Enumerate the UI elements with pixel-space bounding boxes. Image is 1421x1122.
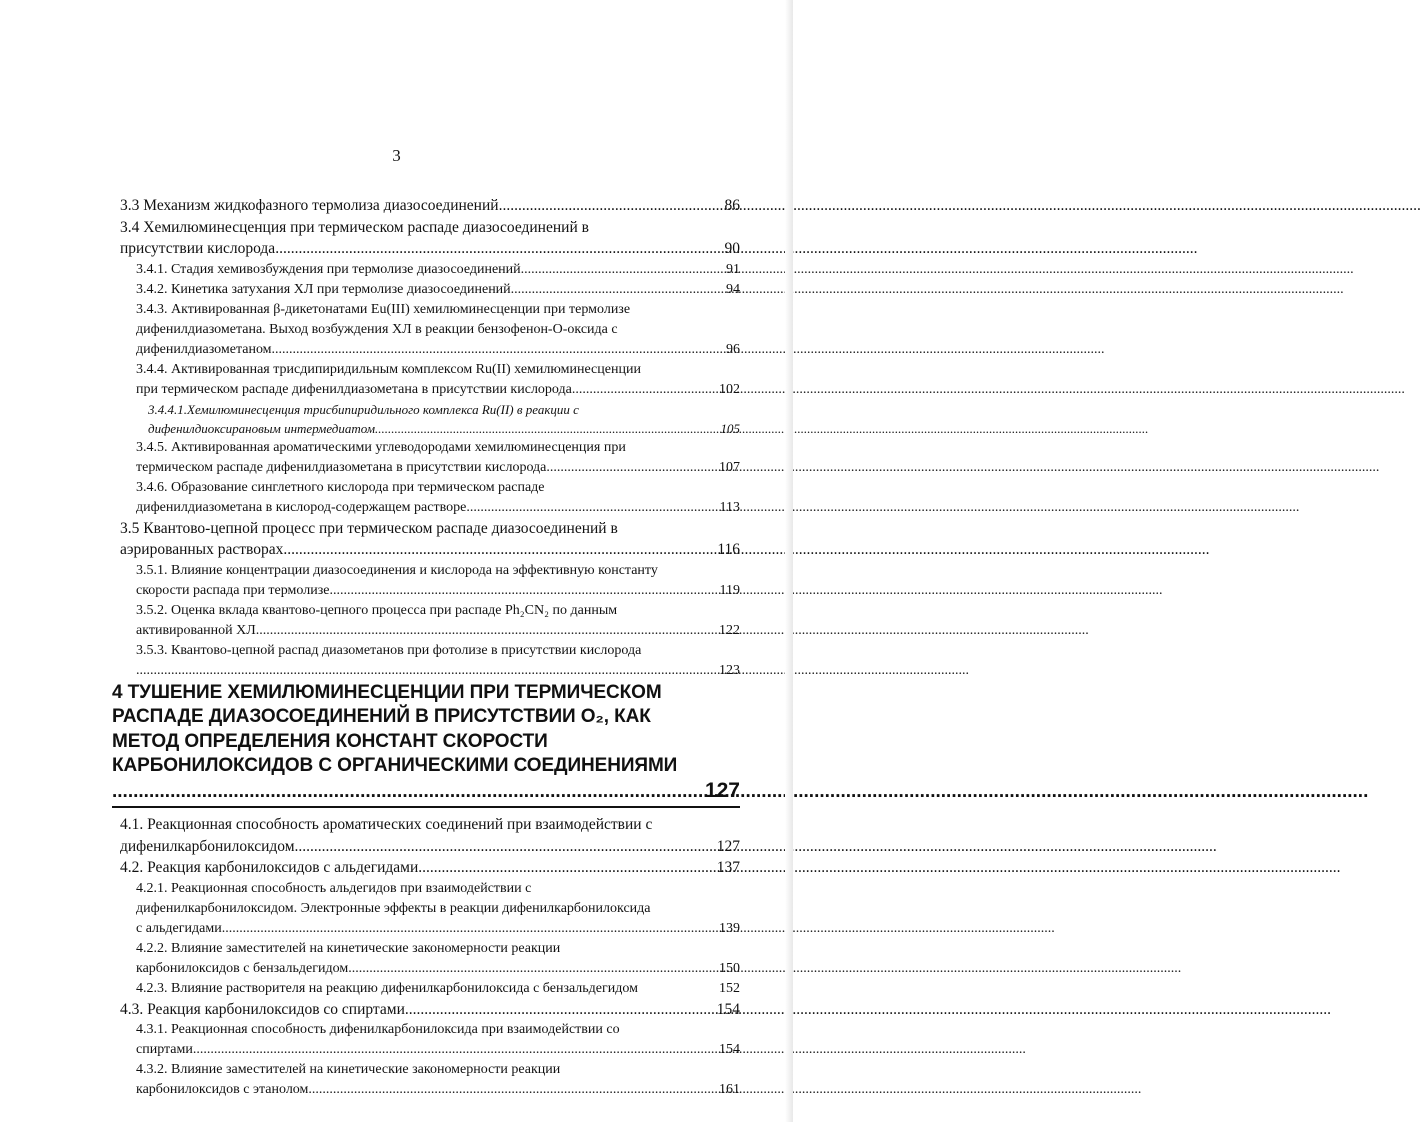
dot-leader: [222, 919, 719, 939]
toc-page-number: 94: [726, 281, 740, 297]
toc-entry[interactable]: [120, 814, 740, 857]
chapter-title-line: 4 ТУШЕНИЕ ХЕМИЛЮМИНЕСЦЕНЦИИ ПРИ ТЕРМИЧЕСКОМ: [112, 681, 662, 703]
toc-entry-last-line: [148, 419, 740, 438]
toc-page-number: 123: [719, 662, 740, 678]
dot-leader: [418, 857, 716, 879]
toc-page-number: 107: [719, 459, 740, 475]
chapter-underline: [112, 806, 740, 808]
dot-leader: [112, 780, 705, 805]
toc-entry[interactable]: [120, 641, 740, 681]
dot-leader: [287, 539, 717, 561]
toc-entry-text: дифенилдиазометаном: [136, 341, 272, 357]
toc-entry-last-line: [136, 380, 740, 400]
toc-entry-last-line: [136, 661, 740, 681]
toc-entry-last-line: [136, 919, 740, 939]
toc-entry-text: спиртами: [136, 1042, 193, 1057]
chapter-title-line: МЕТОД ОПРЕДЕЛЕНИЯ КОНСТАНТ СКОРОСТИ: [112, 730, 548, 752]
toc-entry-last-line: [136, 260, 740, 280]
dot-leader: [308, 1080, 719, 1100]
toc-page-number: 154: [719, 1042, 740, 1057]
dot-leader: [136, 661, 719, 681]
toc-entry-text: 3.4.2. Кинетика затухания ХЛ при термолизе диазосоединений: [136, 281, 511, 297]
toc-entry-text: карбонилоксидов с этанолом: [136, 1082, 309, 1097]
dot-leader: [295, 836, 717, 858]
toc-page-number: 122: [719, 622, 740, 638]
toc-page-number: 91: [726, 261, 740, 277]
toc-entry-text: 4.3.2. Влияние заместителей на кинетические закономерности реакции: [136, 1062, 561, 1077]
toc-entry-text: 4.2.2. Влияние заместителей на кинетические закономерности реакции: [136, 940, 561, 956]
toc-entry-text: присутствии кислорода: [120, 240, 276, 257]
toc-entry-last-line: [136, 979, 740, 999]
toc-entry-text: активированной ХЛ: [136, 622, 256, 638]
toc-entry-text: 4.3. Реакция карбонилоксидов со спиртами.: [120, 1000, 409, 1018]
toc-page-number: 116: [717, 541, 740, 558]
dot-leader: [511, 280, 726, 300]
dot-leader: [409, 999, 717, 1021]
dot-leader: [256, 621, 719, 641]
toc-entry-text: 3.5.2. Оценка вклада квантово-цепного процесса при распаде Ph₂CN₂ по данным: [136, 602, 618, 618]
toc-entry-text: 4.2. Реакция карбонилоксидов с альдегидами: [120, 859, 419, 876]
dot-leader: [499, 195, 725, 217]
toc-entry[interactable]: [120, 280, 740, 300]
toc-entry[interactable]: [120, 360, 740, 400]
toc-entry-text: дифенилкарбонилоксидом. Электронные эффекты в реакции дифенилкарбонилоксида: [136, 900, 651, 916]
toc-entry[interactable]: [120, 438, 740, 478]
toc-entry-last-line: [120, 857, 740, 879]
toc-entry[interactable]: [120, 1060, 740, 1100]
toc-entry-last-line: [136, 280, 740, 300]
toc-entry-text: 3.3 Механизм жидкофазного термолиза диазосоединений: [120, 197, 499, 214]
toc-entry-last-line: [120, 836, 740, 858]
toc-entry-text: карбонилоксидов с бензальдегидом: [136, 960, 349, 976]
toc-entry-last-line: [136, 1040, 740, 1060]
toc-entry[interactable]: [120, 217, 740, 260]
toc-entry-text: 4.2.1. Реакционная способность альдегидов при взаимодействии с: [136, 880, 532, 896]
toc-entry-text: 4.1. Реакционная способность ароматических соединений при взаимодействии с: [120, 816, 653, 833]
toc-entry[interactable]: [120, 939, 740, 979]
toc-entry[interactable]: [120, 999, 740, 1021]
toc-page-number: 105: [720, 420, 740, 436]
toc-entry-text: с альдегидами: [136, 920, 222, 936]
toc-entry[interactable]: [120, 518, 740, 561]
toc-entry-text: 3.5.3. Квантово-цепной распад диазометанов при фотолизе в присутствии кислорода: [136, 642, 642, 658]
dot-leader: [329, 581, 719, 601]
dot-leader: [193, 1040, 719, 1060]
toc-entry[interactable]: [120, 857, 740, 879]
dot-leader: [272, 340, 726, 360]
table-of-contents: [112, 195, 740, 1100]
toc-entry-last-line: [120, 195, 740, 217]
toc-page-number: 152: [719, 980, 740, 996]
toc-entry-last-line: [120, 238, 740, 260]
toc-entry-text: 3.5 Квантово-цепной процесс при термическом распаде диазосоединений в: [120, 519, 618, 537]
toc-entry-last-line: [136, 1080, 740, 1100]
chapter-title-line: РАСПАДЕ ДИАЗОСОЕДИНЕНИЙ В ПРИСУТСТВИИ O₂, КАК: [112, 706, 651, 727]
toc-entry[interactable]: [120, 879, 740, 939]
toc-entry-text: 3.5.1. Влияние концентрации диазосоединения и кислорода на эффективную константу: [136, 562, 658, 578]
chapter-page-number: 127: [704, 778, 740, 802]
scan-edge-shadow: [785, 0, 793, 1122]
dot-leader: [572, 380, 719, 400]
toc-entry[interactable]: [120, 400, 740, 438]
toc-entry-text: при термическом распаде дифенилдиазометана в присутствии кислорода: [136, 381, 572, 397]
toc-entry-text: 3.4.3. Активированная β-дикетонатами Eu(III) хемилюминесценции при термолизе: [136, 301, 631, 317]
toc-entry-text: 4.3.1. Реакционная способность дифенилкарбонилоксида при взаимодействии со: [136, 1022, 620, 1037]
toc-entry-text: скорости распада при термолизе: [136, 582, 330, 598]
toc-entry-text: 3.4.6. Образование синглетного кислорода при термическом распаде: [136, 479, 545, 495]
toc-page-number: 137: [716, 859, 740, 876]
toc-entry-text: 3.4.4. Активированная трисдипиридильным комплексом Ru(II) хемилюминесценции: [136, 361, 641, 377]
toc-entry[interactable]: [120, 260, 740, 280]
toc-entry-text: аэрированных растворах.: [120, 541, 288, 558]
toc-entry-text: дифенилдиоксирановым интермедиатом: [148, 420, 376, 436]
toc-entry[interactable]: [120, 561, 740, 601]
toc-entry-text: дифенилдиазометана в кислород-содержащем растворе: [136, 499, 467, 515]
toc-page-number: 119: [719, 582, 740, 598]
toc-page-number: 161: [719, 1082, 740, 1097]
toc-page-number: 154: [716, 1000, 740, 1018]
toc-entry[interactable]: [120, 601, 740, 641]
chapter-leader-line: [112, 779, 740, 805]
toc-page-number: 113: [719, 499, 740, 515]
toc-page-number: 127: [716, 837, 740, 855]
toc-entry-text: 3.4 Хемилюминесценция при термическом распаде диазосоединений в: [120, 218, 589, 236]
toc-entry-last-line: [136, 959, 740, 979]
toc-entry-last-line: [136, 498, 740, 518]
dot-leader: [275, 238, 724, 260]
toc-entry[interactable]: [120, 195, 740, 217]
toc-entry-text: 3.4.1. Стадия хемивозбуждения при термолизе диазосоединений: [136, 261, 521, 277]
toc-entry-text: дифенилкарбонилоксидом: [120, 837, 295, 855]
page-number: 3: [392, 146, 401, 165]
toc-entry[interactable]: [120, 979, 740, 999]
toc-entry[interactable]: [120, 300, 740, 360]
toc-entry-last-line: [120, 999, 740, 1021]
toc-entry-last-line: [120, 539, 740, 561]
chapter-title-line: КАРБОНИЛОКСИДОВ С ОРГАНИЧЕСКИМИ СОЕДИНЕНИЯМИ: [112, 755, 678, 776]
toc-page-number: 90: [724, 240, 740, 257]
toc-section-3: [120, 195, 740, 681]
dot-leader: [546, 458, 719, 478]
toc-entry[interactable]: [120, 1020, 740, 1060]
toc-entry-text: термическом распаде дифенилдиазометана в присутствии кислорода: [136, 459, 547, 475]
toc-entry-last-line: [136, 621, 740, 641]
toc-chapter-4[interactable]: [112, 681, 740, 805]
toc-page-number: 150: [719, 960, 740, 976]
toc-entry-last-line: [136, 581, 740, 601]
toc-entry-text: дифенилдиазометана. Выход возбуждения ХЛ в реакции бензофенон-О-оксида с: [136, 321, 618, 337]
dot-leader: [348, 959, 719, 979]
toc-entry-last-line: [136, 340, 740, 360]
toc-entry-text: 3.4.5. Активированная ароматическими углеводородами хемилюминесценция при: [136, 439, 626, 455]
dot-leader: [521, 260, 726, 280]
dot-leader: [466, 498, 719, 518]
toc-entry-text: 3.4.4.1.Хемилюминесценция трисбипиридильного комплекса Ru(II) в реакции с: [148, 401, 579, 417]
toc-page-number: 102: [719, 381, 740, 397]
toc-entry-last-line: [136, 458, 740, 478]
toc-entry-text: 4.2.3. Влияние растворителя на реакцию дифенилкарбонилоксида с бензальдегидом: [136, 980, 638, 996]
toc-page-number: 139: [719, 920, 740, 936]
toc-section-4: [120, 814, 740, 1100]
dot-leader: [375, 419, 720, 438]
toc-entry[interactable]: [120, 478, 740, 518]
toc-page-number: 96: [726, 341, 740, 357]
toc-page-number: 86: [724, 197, 740, 214]
